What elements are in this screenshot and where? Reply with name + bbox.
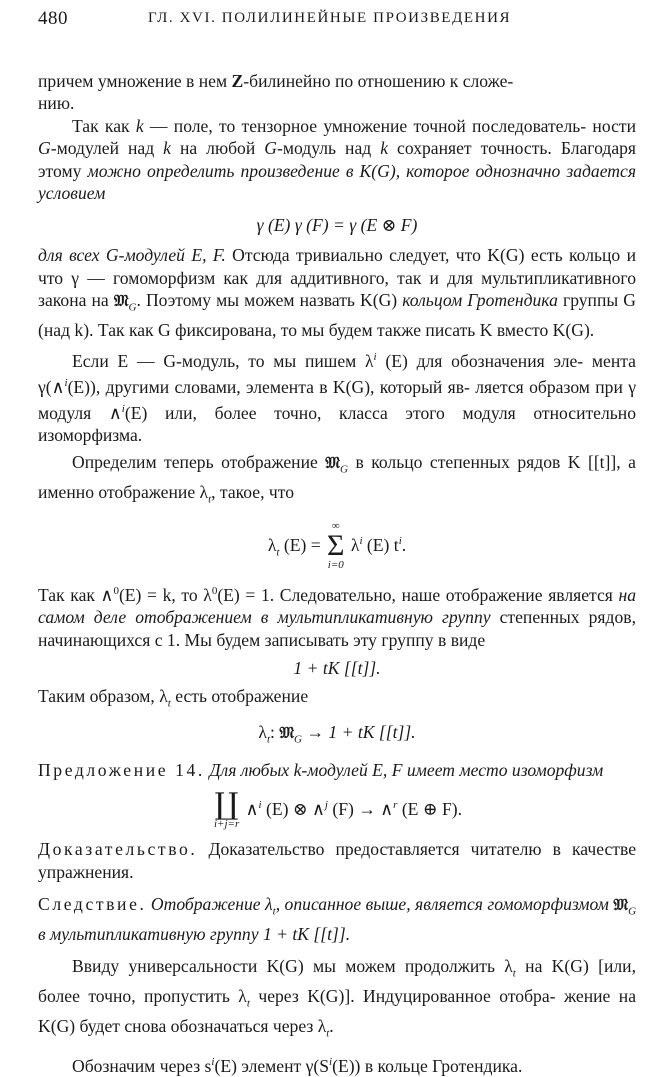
- corollary: Следствие. Отображение $\lambda_t$, описанное выше, является гомоморфизмом 𝔐$_G$ в мультипликативную группу 1 + tK [[t]].: [38, 894, 637, 944]
- coproduct-symbol: ∐ i+j=r: [213, 788, 240, 831]
- paragraph-9: Ввиду универсальности K(G) мы можем продолжить $\lambda_t$ на K(G) [или, более точно, пропустить $\lambda_t$ через K(G)]. Индуцированное отобра- жение на K(G) будет снова обозначаться через $\lambda_t$.: [38, 956, 636, 1040]
- proposition: Предложение 14. Для любых k-модулей E, F имеет место изоморфизм: [38, 759, 604, 780]
- body-text: [38, 70, 636, 1077]
- paragraph-4: Если E — G-модуль, то мы пишем $\lambda^i$ (E) для обозначения эле- мента γ(∧$^i$(E)), другими словами, элемента в K(G), который яв- ляется образом при γ модуля ∧$^i$(E) или, более точно, класса этого модуля относительно изоморфизма.: [38, 350, 636, 446]
- page-number: 480: [38, 8, 68, 29]
- equation-4: $\lambda_t$: 𝔐$_G$ → 1 + tK [[t]].: [258, 722, 416, 746]
- page-header: [38, 8, 638, 34]
- equation-2: $\lambda_t$ (E) = ∞ Σ i=0 $\lambda^i$ (E) $t^i$.: [267, 520, 407, 572]
- proof: Доказательство. Доказательство предоставляется читателю в качестве упражнения.: [38, 839, 637, 882]
- equation-5: ∐ i+j=r ∧$^i$ (E) ⊗ ∧$^j$ (F) → ∧$^r$ (E ⊕ F).: [213, 788, 463, 831]
- paragraph-6: Так как ∧$^0$(E) = k, то $\lambda^0(E) = 1$. Следовательно, наше отображение является на самом деле отображением в мультипликативную группу степенных рядов, начинающихся с 1. Мы будем записывать эту группу в виде: [38, 584, 637, 650]
- paragraph-1: причем умножение в нем Z-билинейно по отношению к сложе- нию.: [38, 71, 514, 114]
- paragraph-2: Так как k — поле, то тензорное умножение точной последователь- ности G-модулей над k на любой G-модуль над k сохраняет точность. Благодаря этому можно определить произведение в K(G), которое однозначно задается условием: [38, 115, 637, 204]
- running-title: ГЛ. XVI. ПОЛИЛИНЕЙНЫЕ ПРОИЗВЕДЕНИЯ: [148, 10, 512, 26]
- sum-symbol: ∞ Σ i=0: [327, 520, 345, 572]
- equation-1: γ (E) γ (F) = γ (E ⊗ F): [256, 215, 418, 236]
- paragraph-5: Определим теперь отображение 𝔐$_G$ в кольцо степенных рядов K [[t]], а именно отображение $\lambda_t$, такое, что: [38, 451, 636, 506]
- equation-3: 1 + tK [[t]].: [293, 658, 381, 679]
- paragraph-10: Обозначим через $s^i(E)$ элемент $\gamma(S^i(E))$ в кольце Гротендика.: [72, 1056, 523, 1076]
- paragraph-3: для всех G-модулей E, F. Отсюда тривиально следует, что K(G) есть кольцо и что γ — гомоморфизм как для аддитивного, так и для мультипликативного закона на 𝔐$_G$. Поэтому мы можем назвать K(G) кольцом Гротендика группы G (над k). Так как G фиксирована, то мы будем также писать K вместо K(G).: [38, 245, 637, 341]
- paragraph-7: Таким образом, $\lambda_t$ есть отображение: [38, 686, 309, 710]
